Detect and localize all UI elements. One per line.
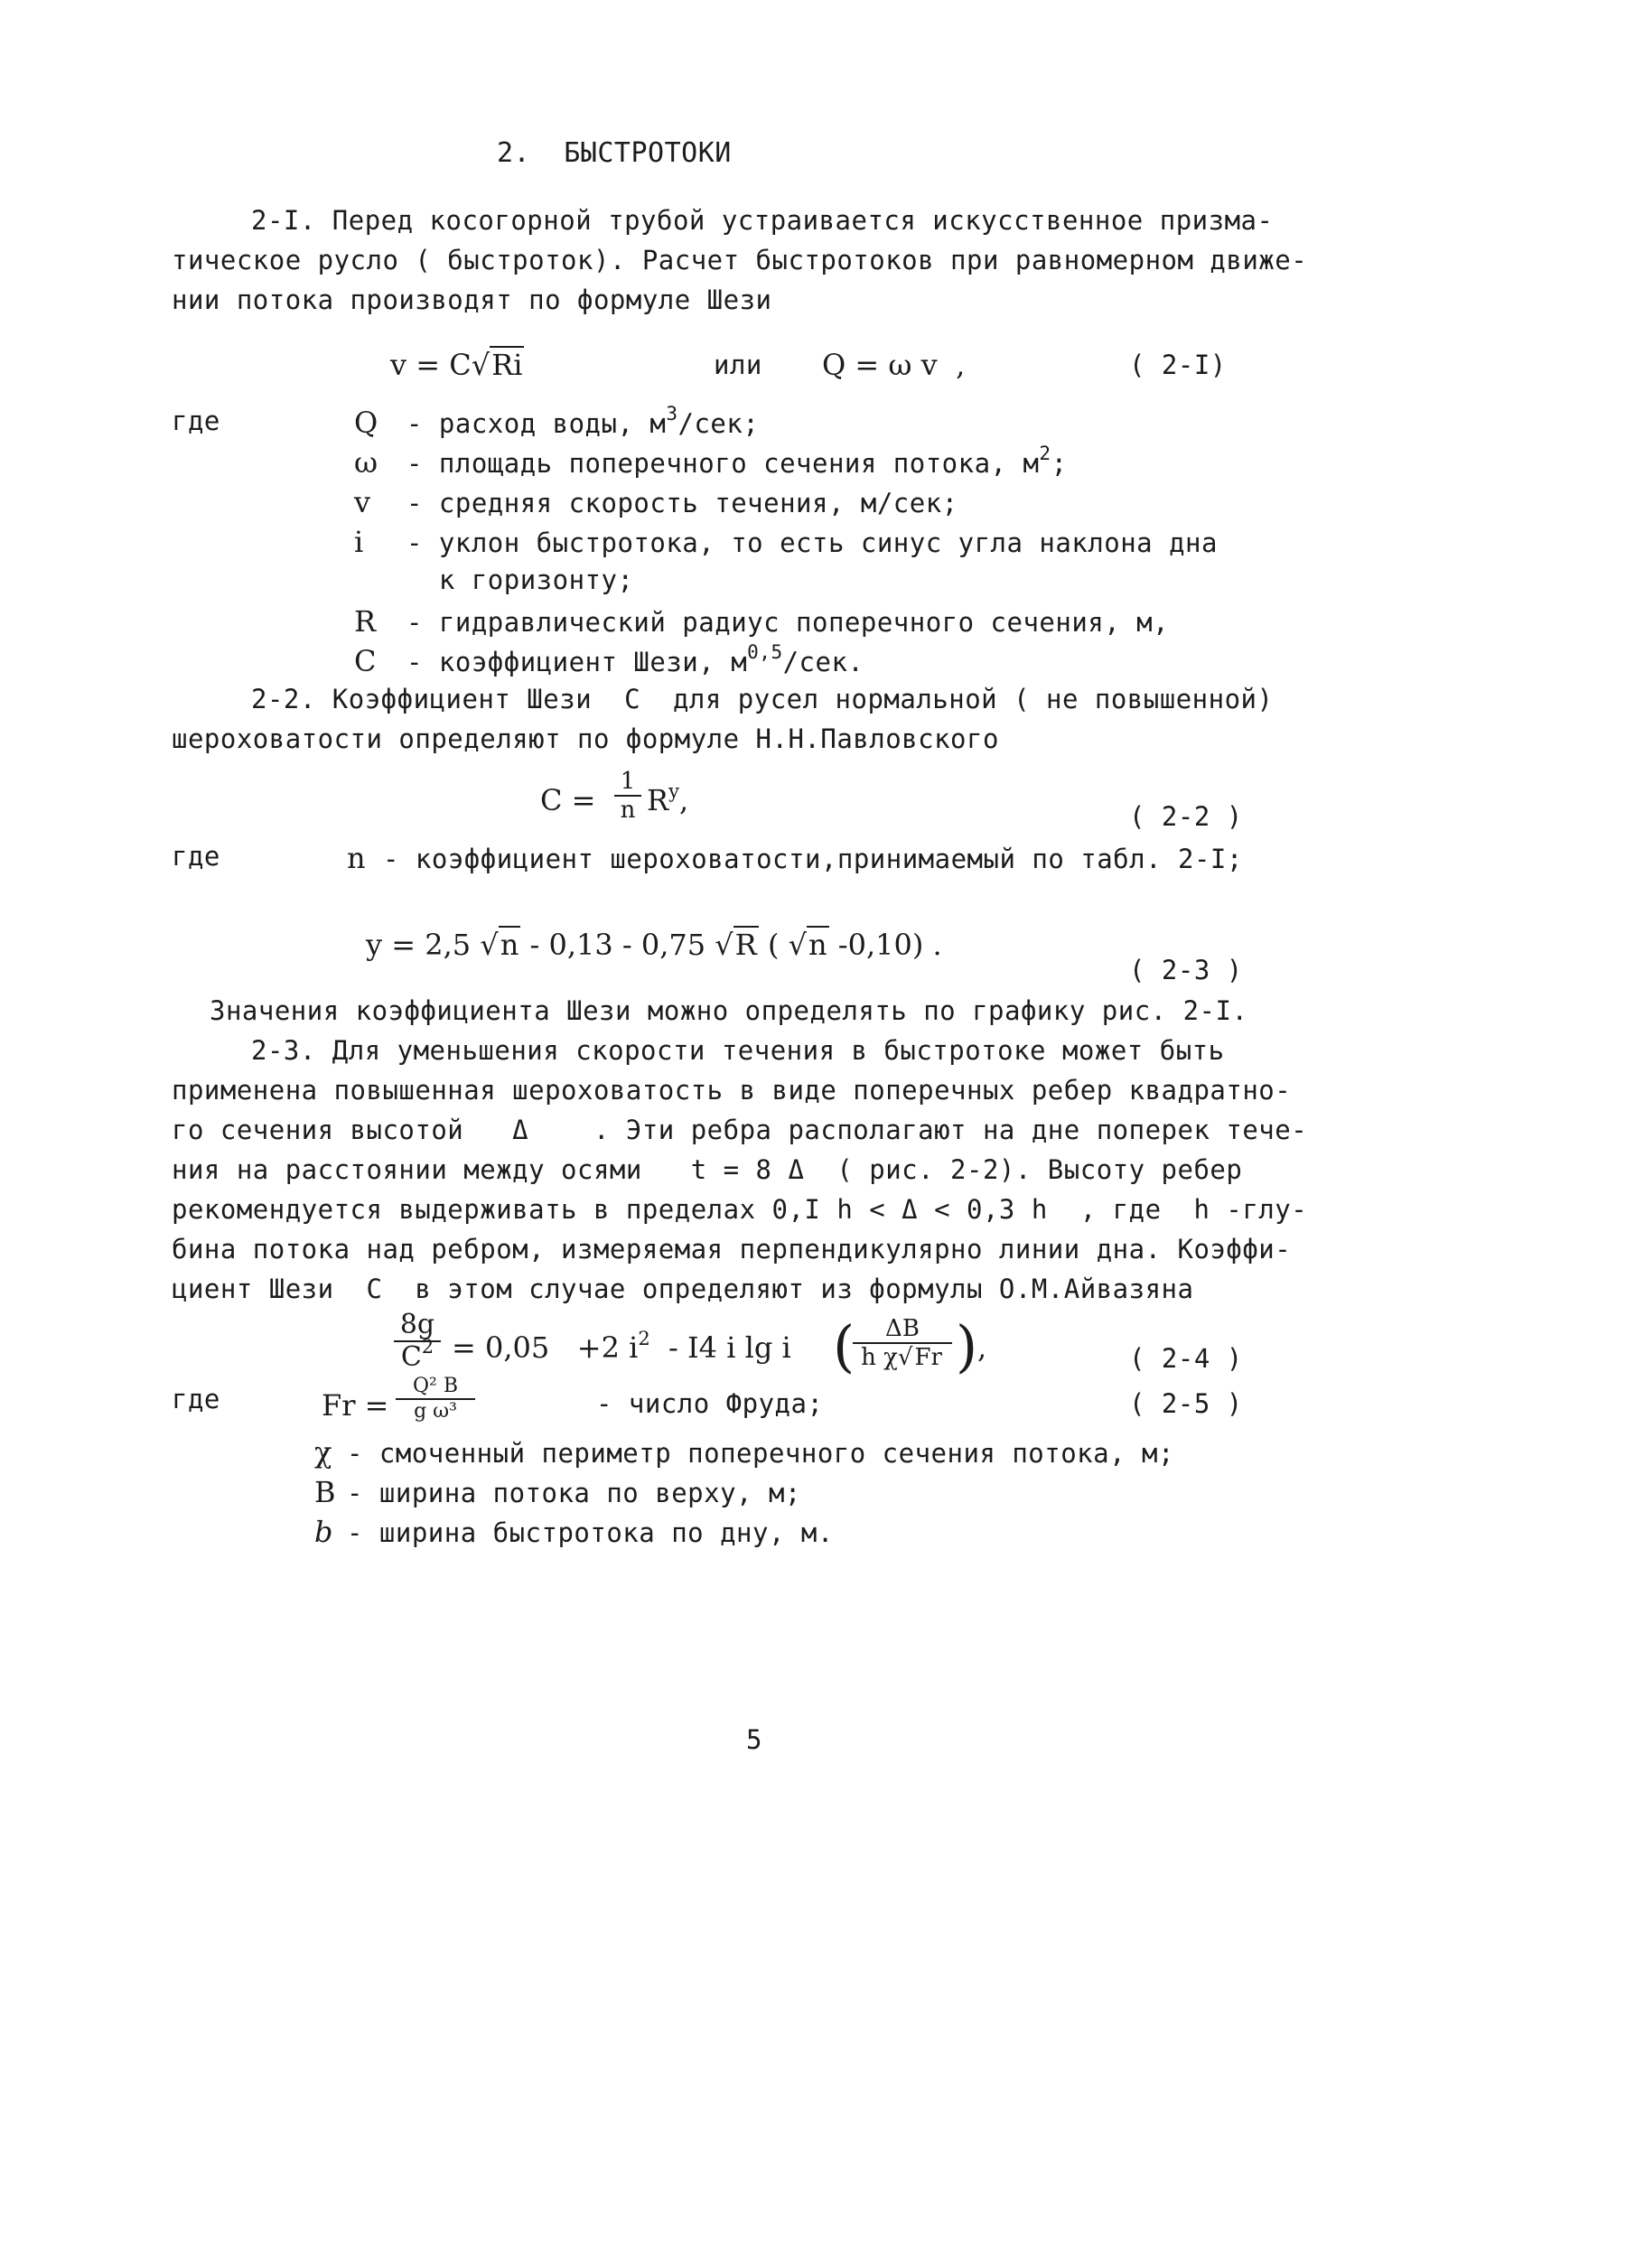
definition-row: v - средняя скорость течения, м/сек; [354,485,958,519]
fraction: Q² B g ω³ [396,1377,475,1422]
where-label: где [172,841,220,872]
fraction: ΔB h χ√Fr [853,1317,952,1369]
equation-number: ( 2-3 ) [1129,955,1243,985]
equation-2-1: v = C√Ri [390,348,523,382]
equation-or: или [714,350,762,380]
paragraph-line: го сечения высотой Δ . Эти ребра располагают на дне поперек тече- [172,1115,1308,1145]
equation-number: ( 2-I) [1129,350,1227,380]
definition-row: b - ширина быстротока по дну, м. [314,1515,834,1549]
fraction: 8g $C^2$ [394,1311,441,1371]
paragraph-line: шероховатости определяют по формуле Н.Н.Павловского [172,723,999,754]
equation-comma: , [977,1330,987,1365]
definition-row: i - уклон быстротока, то есть синус угла наклона дна [354,525,1218,559]
paragraph-line: применена повышенная шероховатость в виде поперечных ребер квадратно- [172,1075,1292,1106]
equation-2-3: y = 2,5 √n - 0,13 - 0,75 √R ( √n -0,10) . [366,928,942,962]
paragraph-line: нии потока производят по формуле Шези [172,285,772,315]
definition-row: C - коэффициент Шези, $м^{0,5}$/сек. [354,641,864,678]
equation-number: ( 2-5 ) [1129,1388,1243,1419]
where-label: где [172,1384,220,1414]
fraction: 1 n [614,770,641,822]
equation-2-5-label: - число Фруда; [596,1388,824,1419]
paragraph-line: рекомендуется выдерживать в пределах 0,I h < Δ < 0,3 h , где h -глу- [172,1194,1308,1225]
paren-close: ) [956,1313,978,1379]
section-heading: 2. БЫСТРОТОКИ [497,137,732,169]
equation-2-1-rhs: Q = ω v , [822,348,966,382]
where-label: где [172,406,220,436]
page-number: 5 [746,1724,762,1755]
definition-row: к горизонту; [406,565,634,595]
equation-number: ( 2-2 ) [1129,801,1243,832]
definition-row: Q - расход воды, $м^3$/сек; [354,403,760,440]
paragraph-line: тическое русло ( быстроток). Расчет быстротоков при равномерном движе- [172,245,1308,275]
definition-row: χ - смоченный периметр поперечного сечения потока, м; [314,1435,1174,1470]
equation-2-4: = 0,05 +2 $i^2 - I4$ i lg i [452,1328,791,1365]
definition-row: ω - площадь поперечного сечения потока, $м^2$; [354,443,1068,480]
paragraph-line: Значения коэффициента Шези можно определять по графику рис. 2-I. [210,995,1248,1026]
definition-row: n - коэффициент шероховатости,принимаемый по табл. 2-I; [347,841,1243,875]
equation-2-5-lhs: Fr = [322,1388,389,1423]
paragraph-line: 2-I. Перед косогорной трубой устраивается искусственное призма- [251,205,1274,236]
paren-open: ( [833,1313,855,1379]
equation-number: ( 2-4 ) [1129,1343,1243,1374]
definition-row: B - ширина потока по верху, м; [314,1475,801,1509]
equation-2-2-lhs: C = [540,783,596,817]
equation-2-2-rhs: $R^y$, [647,780,689,817]
paragraph-line: 2-2. Коэффициент Шези C для русел нормальной ( не повышенной) [251,684,1274,714]
paragraph-line: бина потока над ребром, измеряемая перпендикулярно линии дна. Коэффи- [172,1234,1292,1265]
paragraph-line: ния на расстоянии между осями t = 8 Δ ( рис. 2-2). Высоту ребер [172,1154,1243,1185]
definition-row: R - гидравлический радиус поперечного сечения, м, [354,604,1170,639]
paragraph-line: 2-3. Для уменьшения скорости течения в быстротоке может быть [251,1035,1225,1066]
paragraph-line: циент Шези C в этом случае определяют из формулы О.М.Айвазяна [172,1274,1194,1304]
